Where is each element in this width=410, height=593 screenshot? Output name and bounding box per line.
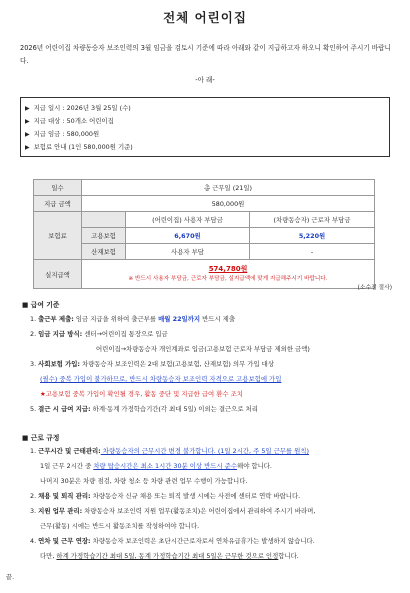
insurance-label: 보험료: [34, 212, 82, 260]
rule-item-1-line3: 나머지 30분은 차량 점검, 차량 청소 등 차량 관련 업무 수행이 가능합니다.: [40, 477, 248, 485]
pay-item-3: 3. 사회보험 가입: 차량동승자 보조인력은 2대 보험(고용보험, 산재보험) 의무 가입 대상: [30, 360, 274, 368]
summary-item: ▶ 보험료 안내 (1인 580,000원 기준): [25, 143, 133, 151]
summary-item: ▶ 지급 대상 : 50개소 어린이집: [25, 117, 114, 125]
triangle-bullet-icon: ▶: [25, 118, 30, 125]
employee-share-header: (차량동승자) 근로자 부담금: [250, 212, 375, 228]
pay-item-2-sub: 어린이집→차량동승자 개인계좌로 입금(고용보험 근로자 부담금 제외한 금액): [96, 345, 310, 353]
triangle-bullet-icon: ▶: [25, 131, 30, 138]
rule-item-3-line2: 근무(활동) 시에는 반드시 활동조치를 작성하여야 합니다.: [40, 522, 200, 530]
amount-label: 지급 금액: [34, 196, 82, 212]
summary-item: ▶ 지급 일시 : 2026년 3월 25일 (수): [25, 104, 131, 112]
section-divider: -아 래-: [195, 76, 215, 84]
rule-item-3: 3. 지원 업무 관리: 차량동승자 보조인력 지원 업무(활동조치)은 어린이집에서 관리하여 주시기 바라며,: [30, 507, 316, 515]
page-title: 전체 어린이집: [163, 10, 247, 25]
triangle-bullet-icon: ▶: [25, 144, 30, 151]
pay-item-3-required: (필수) 중복 가입이 불가하므로, 반드시 차량동승자 보조인력 자격으로 고용보험에 가입: [40, 375, 282, 383]
intro-paragraph: 2026년 어린이집 차량동승자 보조인력의 3월 임금을 검토시 기준에 따라 아래와 같이 지급하고자 하오니 확인하여 주시기 바랍니다.: [20, 44, 391, 65]
accident-employee-value: -: [250, 244, 375, 260]
rule-item-2: 2. 채용 및 퇴직 관리: 차량동승자 신규 채용 또는 퇴직 발생 시에는 사전에 센터로 연락 바랍니다.: [30, 492, 301, 500]
summary-item: ▶ 지급 임금 : 580,000원: [25, 130, 100, 138]
rule-item-4-line2: 다만, 하계 가정학습기간 최대 5일, 동계 가정학습기간 최대 5일은 근무한 것으로 인정합니다.: [40, 552, 299, 560]
pay-item-1: 1. 출근부 제출: 임금 지급을 위하여 출근부를 매월 22일까지 반드시 제출: [30, 315, 235, 323]
employment-employee-value: 5,220원: [250, 228, 375, 244]
actual-pay-note: ※ 반드시 사용자 부담금, 근로자 부담금, 실지급액에 맞게 지급해주시기 바랍니다.: [128, 276, 328, 282]
rule-item-4: 4. 연차 및 근무 연장: 차량동승자 보조인력은 초단시간근로자로서 연차유급휴가는 발생하지 않습니다.: [30, 537, 315, 545]
insurance-blank-header: [82, 212, 126, 228]
section-pay-criteria: ■ 급여 기준: [22, 301, 60, 309]
end-mark: 끝.: [6, 573, 15, 581]
summary-box: [20, 97, 390, 157]
days-label: 일수: [34, 180, 82, 196]
actual-pay-cell: [82, 260, 375, 289]
pay-item-2: 2. 임금 지급 방식: 센터→어린이집 통장으로 입금: [30, 330, 168, 338]
actual-pay-label: 실지급액: [34, 260, 82, 289]
rounding-note: (소수점 절사): [357, 285, 392, 291]
rule-item-1: 1. 근무시간 및 근태관리: 차량동승자의 근무시간 변경 불가합니다. (1일 2시간, 주 5일 근무를 원칙): [30, 447, 309, 455]
rule-item-1-line2: 1일 근무 2시간 중 차량 탑승시간은 최소 1시간 30분 이상 반드시 준수해야 합니다.: [40, 462, 272, 470]
days-value: 총 근무일 (21일): [82, 180, 375, 196]
triangle-bullet-icon: ▶: [25, 105, 30, 112]
actual-pay-value: 574,780원: [208, 265, 248, 273]
employer-share-header: (어린이집) 사용자 부담금: [126, 212, 250, 228]
section-work-rules: ■ 근로 규정: [22, 434, 60, 442]
employment-insurance-label: 고용보험: [82, 228, 126, 244]
accident-insurance-label: 산재보험: [82, 244, 126, 260]
wage-table: [33, 179, 375, 289]
pay-item-5: 5. 결근 시 급여 지급: 하계·동계 가정학습기간(각 최대 5일) 이외는 결근으로 처리: [30, 405, 258, 413]
pay-item-3-warning: ★고용보험 중복 가입이 확인될 경우, 활동 중단 및 지급한 급여 환수 조치: [40, 390, 243, 398]
amount-value: 580,000원: [82, 196, 375, 212]
accident-employer-value: 사용자 부담: [126, 244, 250, 260]
employment-employer-value: 6,670원: [126, 228, 250, 244]
